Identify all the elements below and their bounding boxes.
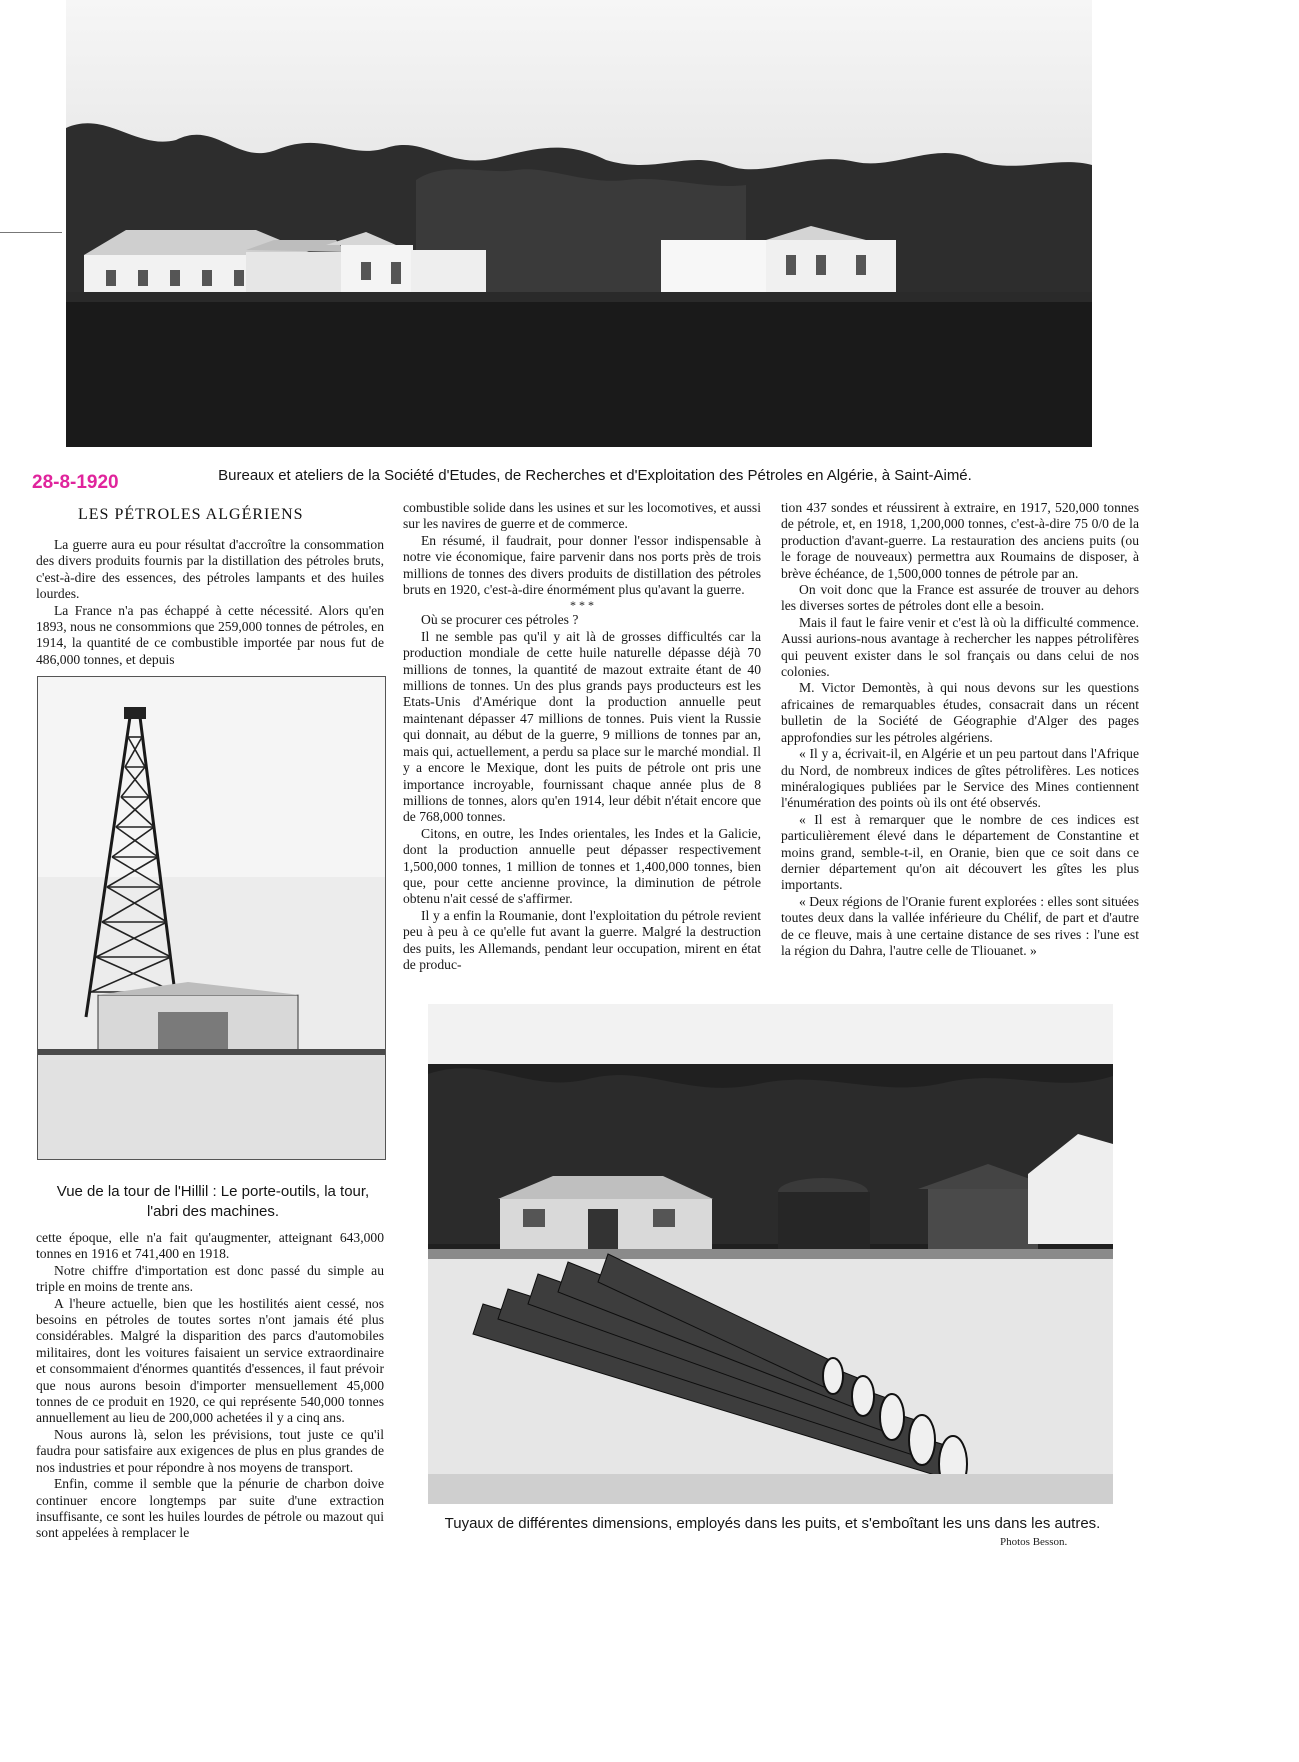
pipes-photo	[428, 1004, 1113, 1504]
date-stamp: 28-8-1920	[32, 472, 119, 493]
tower-photo-hillil	[37, 676, 386, 1160]
paragraph: A l'heure actuelle, bien que les hostilités aient cessé, nos besoins en pétroles de toutes sortes n'ont jamais été plus considérables. Malgré la disparition des parcs d'automobiles militaires, dont les voitures faisaient un service extraordinaire et consommaient d'énormes quantités d'essences, il faut prévoir que nous aurons besoin d'importer mensuellement 45,000 tonnes de ce produit en 1920, ce qui représente 540,000 tonnes annuellement au lieu de 200,000 achetées il y a cinq ans.	[36, 1295, 384, 1426]
paragraph: La guerre aura eu pour résultat d'accroître la consommation des divers produits fournis par la distillation des pétroles bruts, c'est-à-dire des essences, des pétroles lampants et des huiles lourdes.	[36, 537, 384, 602]
column-1-bottom	[36, 1230, 384, 1542]
pipes-photo-caption: Tuyaux de différentes dimensions, employés dans les puits, et s'emboîtant les uns dans les autres.	[444, 1515, 1101, 1532]
paragraph: Il ne semble pas qu'il y ait là de grosses difficultés car la production mondiale de cette huile naturelle dépasse déjà 70 millions de tonnes, la quantité de mazout extraite étant de 40 millions de tonnes. Un des plus grands pays producteurs est les Etats-Unis d'Amérique dont la production annuelle peut maintenant dépasser 47 millions de tonnes. Puis vient la Russie qui donnait, au début de la guerre, 9 millions de tonnes par an, mais qui, actuellement, a perdu sa place sur le marché mondial. Il y a encore le Mexique, dont les puits de pétrole ont pris une importance incroyable, fournissant chaque année plus de 8 millions de tonnes, alors qu'en 1914, leur débit n'était encore que de 768,000 tonnes.	[403, 628, 761, 825]
scan-edge-mark	[0, 232, 62, 233]
paragraph: Mais il faut le faire venir et c'est là où la difficulté commence. Aussi aurions-nous avantage à rechercher les nappes pétrolifères qui peuvent exister dans le sol français ou dans celui de nos colonies.	[781, 614, 1139, 680]
paragraph: tion 437 sondes et réussirent à extraire, en 1917, 520,000 tonnes de pétrole, et, en 1918, 1,200,000 tonnes, c'est-à-dire 75 0/0 de la production d'avant-guerre. La restauration des anciens puits (ou le forage de nouveaux) permettra aux Roumains de disposer, à brève échéance, de 1,500,000 tonnes de pétrole par an.	[781, 500, 1139, 581]
column-2	[403, 500, 761, 973]
tower-photo-caption: Vue de la tour de l'Hillil : Le porte-outils, la tour, l'abri des machines.	[56, 1183, 370, 1220]
paragraph: Citons, en outre, les Indes orientales, les Indes et la Galicie, dont la production annuelle peut dépasser respectivement 1,500,000 tonnes, 1 million de tonnes et 1,400,000 tonnes, bien que, pour cette ancienne province, la diminution de pétrole obtenu n'ait cessé de s'affirmer.	[403, 825, 761, 907]
section-separator: * * *	[570, 598, 594, 613]
column-1-top	[36, 537, 384, 668]
paragraph: cette époque, elle n'a fait qu'augmenter, atteignant 643,000 tonnes en 1916 et 741,400 en 1918.	[36, 1230, 384, 1262]
paragraph: Enfin, comme il semble que la pénurie de charbon doive continuer encore longtemps par suite d'une extraction insuffisante, ce sont les huiles lourdes de pétrole ou mazout qui sont appelées à remplacer le	[36, 1476, 384, 1541]
paragraph: Notre chiffre d'importation est donc passé du simple au triple en moins de trente ans.	[36, 1262, 384, 1295]
paragraph: Où se procurer ces pétroles ?	[421, 612, 579, 628]
paragraph: combustible solide dans les usines et sur les locomotives, et aussi sur les navires de guerre et de commerce.	[403, 500, 761, 532]
paragraph: Nous aurons là, selon les prévisions, tout juste ce qu'il faudra pour satisfaire aux exigences de plus en plus grandes de nos industries et pour répondre à nos moyens de transport.	[36, 1426, 384, 1475]
top-photo-caption: Bureaux et ateliers de la Société d'Etudes, de Recherches et d'Exploitation des Pétroles en Algérie, à Saint-Aimé.	[218, 467, 972, 484]
article-title: LES PÉTROLES ALGÉRIENS	[78, 506, 304, 523]
photo-credit: Photos Besson.	[1000, 1536, 1068, 1548]
paragraph: En résumé, il faudrait, pour donner l'essor indispensable à notre vie économique, faire parvenir dans nos ports près de trois millions de tonnes des divers produits de distillation des pétroles bruts en 1920, c'est-à-dire énormément plus qu'avant la guerre.	[403, 532, 761, 598]
paragraph: « Il y a, écrivait-il, en Algérie et un peu partout dans l'Afrique du Nord, de nombreux indices de gîtes pétrolifères. Les notices minéralogiques publiées par le Service des Mines contiennent l'énumération des points où ils ont été observés.	[781, 746, 1139, 811]
column-3	[781, 500, 1139, 959]
paragraph: « Deux régions de l'Oranie furent explorées : elles sont situées toutes deux dans la vallée inférieure du Chélif, de part et d'autre de ce fleuve, mais à une certaine distance de ses rives : l'une est la région du Dahra, l'autre celle de Tliouanet. »	[781, 893, 1139, 958]
paragraph: « Il est à remarquer que le nombre de ces indices est particulièrement élevé dans le département de Constantine et moins grand, semble-t-il, en Oranie, bien que ce soit dans ce dernier département qu'on ait découvert les gîtes les plus importants.	[781, 811, 1139, 893]
paragraph: On voit donc que la France est assurée de trouver au dehors les diverses sortes de pétroles dont elle a besoin.	[781, 582, 1139, 614]
top-photo-offices-workshops	[66, 0, 1092, 447]
paragraph: M. Victor Demontès, à qui nous devons sur les questions africaines de remarquables études, consacrait dans un récent bulletin de la Société de Géographie d'Alger des pages approfondies sur les pétroles algériens.	[781, 680, 1139, 745]
paragraph: La France n'a pas échappé à cette nécessité. Alors qu'en 1893, nous ne consommions que 259,000 tonnes de pétroles, en 1914, la quantité de ce combustible importée par nous fut de 486,000 tonnes, et depuis	[36, 602, 384, 667]
paragraph: Il y a enfin la Roumanie, dont l'exploitation du pétrole revient peu à peu à ce qu'elle fut avant la guerre. Malgré la destruction des puits, les Allemands, pendant leur occupation, mirent en état de produc-	[403, 907, 761, 972]
